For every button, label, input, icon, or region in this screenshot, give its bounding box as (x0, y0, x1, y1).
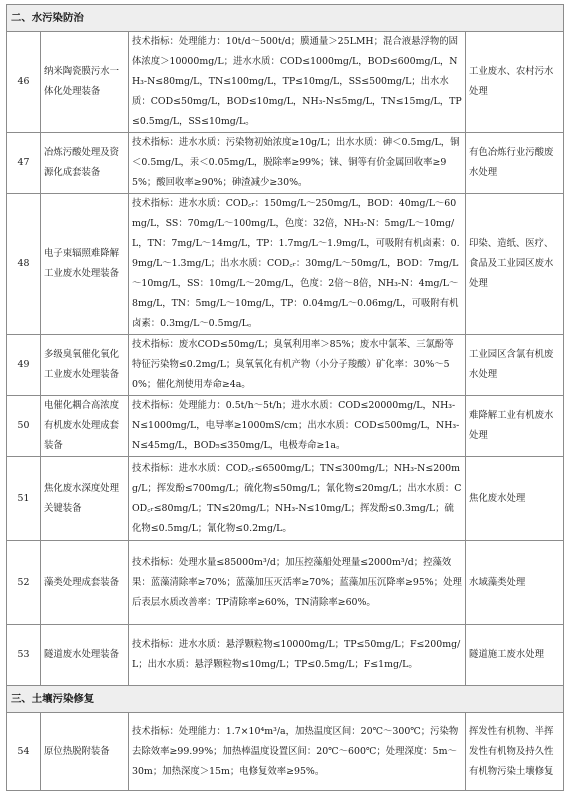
equipment-name: 焦化废水深度处理关键装备 (41, 457, 129, 541)
technical-spec: 技术指标：处理能力：1.7×10⁴m³/a，加热温度区间：20℃～300℃；污染物去除效率≥99.99%；加热棒温度设置区间：20℃～600℃；处理深度：5m～30m；加热深度＞15m；电修复效率≥95%。 (129, 713, 466, 791)
row-number: 48 (7, 194, 41, 335)
table-body (7, 5, 564, 791)
table-row (7, 457, 564, 541)
row-number: 53 (7, 625, 41, 686)
technical-spec: 技术指标：进水水质：COD꜀ᵣ≤6500mg/L；TN≤300mg/L；NH₃-N≤200mg/L；挥发酚≤700mg/L；硫化物≤50mg/L；氰化物≤20mg/L；出水水质：COD꜀ᵣ≤80mg/L；TN≤20mg/L；NH₃-N≤10mg/L；挥发酚≤0.3mg/L；硫化物≤0.5mg/L；氰化物≤0.2mg/L。 (129, 457, 466, 541)
table-row (7, 32, 564, 133)
application-field: 印染、造纸、医疗、食品及工业园区废水处理 (466, 194, 564, 335)
table-row (7, 713, 564, 791)
section-header-water (7, 5, 564, 32)
application-field: 工业废水、农村污水处理 (466, 32, 564, 133)
table-row (7, 335, 564, 396)
application-field: 水域藻类处理 (466, 541, 564, 625)
row-number: 46 (7, 32, 41, 133)
table-row (7, 194, 564, 335)
equipment-name: 藻类处理成套装备 (41, 541, 129, 625)
technical-spec: 技术指标：处理能力：10t/d～500t/d；膜通量＞25LMH；混合液悬浮物的固体浓度＞10000mg/L；进水水质：COD≤1000mg/L，BOD≤600mg/L，NH₃-N≤80mg/L，TN≤100mg/L，TP≤10mg/L，SS≤500mg/L；出水水质：COD≤50mg/L，BOD≤10mg/L，NH₃-N≤5mg/L，TN≤15mg/L，TP≤0.5mg/L，SS≤10mg/L。 (129, 32, 466, 133)
equipment-name: 原位热脱附装备 (41, 713, 129, 791)
technical-spec: 技术指标：处理水量≤85000m³/d；加压控藻船处理量≤2000m³/d；控藻效果：蓝藻清除率≥70%；蓝藻加压灭活率≥70%；蓝藻加压沉降率≥95%；处理后表层水质改善率：TP清除率≥60%，TN清除率≥60%。 (129, 541, 466, 625)
equipment-name: 电子束辐照难降解工业废水处理装备 (41, 194, 129, 335)
equipment-name: 多级臭氧催化氧化工业废水处理装备 (41, 335, 129, 396)
table-row (7, 396, 564, 457)
technical-spec: 技术指标：废水COD≤50mg/L；臭氧利用率＞85%；废水中氯苯、三氯酚等特征污染物≤0.2mg/L；臭氧氧化有机产物（小分子羧酸）矿化率：30%～50%；催化剂使用寿命≥4a。 (129, 335, 466, 396)
technical-spec: 技术指标：进水水质：悬浮颗粒物≤10000mg/L；TP≤50mg/L；F≤200mg/L；出水水质：悬浮颗粒物≤10mg/L；TP≤0.5mg/L；F≤1mg/L。 (129, 625, 466, 686)
row-number: 49 (7, 335, 41, 396)
row-number: 47 (7, 133, 41, 194)
application-field: 工业园区含氯有机废水处理 (466, 335, 564, 396)
technical-spec: 技术指标：处理能力：0.5t/h～5t/h；进水水质：COD≤20000mg/L，NH₃-N≤1000mg/L，电导率≥1000mS/cm；出水水质：COD≤500mg/L，NH₃-N≤45mg/L，BOD₅≤350mg/L，电极寿命≥1a。 (129, 396, 466, 457)
row-number: 51 (7, 457, 41, 541)
table-row (7, 133, 564, 194)
application-field: 焦化废水处理 (466, 457, 564, 541)
section-title: 三、土壤污染修复 (7, 686, 564, 713)
technical-spec: 技术指标：进水水质：COD꜀ᵣ：150mg/L～250mg/L，BOD：40mg/L～60mg/L，SS：70mg/L～100mg/L，色度：32倍，NH₃-N：5mg/L～10mg/L，TN：7mg/L～14mg/L，TP：1.7mg/L～1.9mg/L，可吸附有机卤素：0.9mg/L～1.3mg/L；出水水质：COD꜀ᵣ：30mg/L～50mg/L，BOD：7mg/L～10mg/L，SS：10mg/L～20mg/L，色度：2倍～8倍，NH₃-N：4mg/L～8mg/L，TN：5mg/L～10mg/L，TP：0.04mg/L～0.06mg/L，可吸附有机卤素：0.3mg/L～0.5mg/L。 (129, 194, 466, 335)
equipment-name: 冶炼污酸处理及资源化成套装备 (41, 133, 129, 194)
equipment-name: 隧道废水处理装备 (41, 625, 129, 686)
equipment-table (6, 4, 564, 791)
application-field: 有色冶炼行业污酸废水处理 (466, 133, 564, 194)
row-number: 50 (7, 396, 41, 457)
application-field: 难降解工业有机废水处理 (466, 396, 564, 457)
equipment-name: 纳米陶瓷膜污水一体化处理装备 (41, 32, 129, 133)
technical-spec: 技术指标：进水水质：污染物初始浓度≥10g/L；出水水质：砷＜0.5mg/L，铜＜0.5mg/L，汞＜0.05mg/L，脱除率≥99%；铼、铜等有价金属回收率≥95%；酸回收率≥90%；砷渣减少≥30%。 (129, 133, 466, 194)
application-field: 挥发性有机物、半挥发性有机物及持久性有机物污染土壤修复 (466, 713, 564, 791)
row-number: 54 (7, 713, 41, 791)
section-header-soil (7, 686, 564, 713)
equipment-name: 电催化耦合高浓度有机废水处理成套装备 (41, 396, 129, 457)
table-row (7, 541, 564, 625)
row-number: 52 (7, 541, 41, 625)
section-title: 二、水污染防治 (7, 5, 564, 32)
application-field: 隧道施工废水处理 (466, 625, 564, 686)
table-row (7, 625, 564, 686)
